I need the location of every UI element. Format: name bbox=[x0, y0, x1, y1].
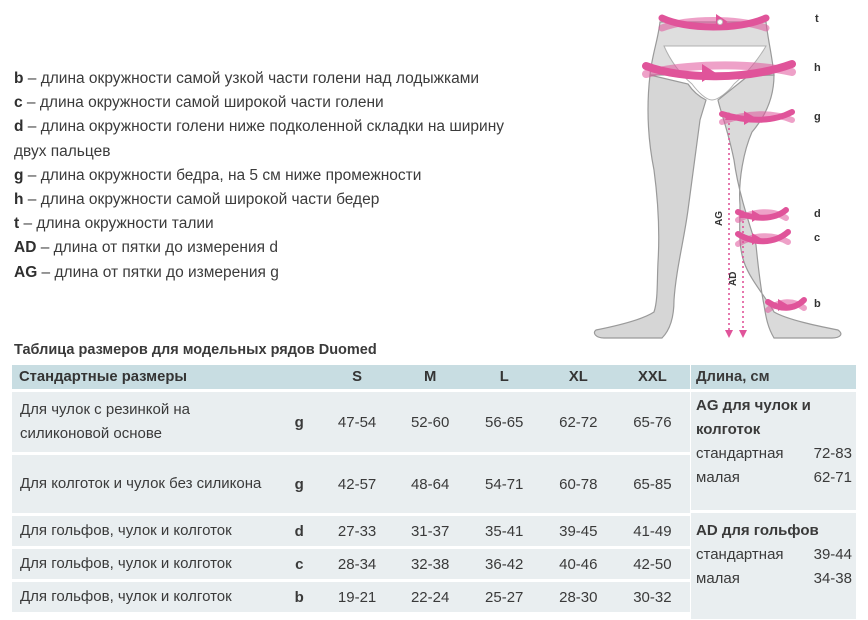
cell-value: 47-54 bbox=[321, 392, 394, 452]
cell-value: 60-78 bbox=[542, 455, 615, 513]
table-header-row bbox=[12, 365, 690, 389]
legend-line-ag bbox=[14, 261, 594, 285]
label-ag: AG bbox=[714, 211, 725, 226]
legend-text: двух пальцев bbox=[14, 142, 111, 160]
cell-value: 62-72 bbox=[542, 392, 615, 452]
legend-key: b bbox=[14, 70, 24, 87]
ad-row-standard bbox=[696, 543, 852, 567]
header-code bbox=[278, 365, 321, 389]
table-row bbox=[12, 582, 690, 612]
legend-text: – длина от пятки до измерения g bbox=[37, 263, 279, 281]
cell-value: 27-33 bbox=[321, 516, 394, 546]
table-title: Таблица размеров для модельных рядов Duomed bbox=[14, 342, 377, 358]
length-label: стандартная bbox=[696, 546, 784, 563]
table-row bbox=[12, 516, 690, 546]
ag-length-block bbox=[691, 392, 856, 510]
navel-mark bbox=[718, 20, 723, 25]
length-header: Длина, см bbox=[691, 365, 856, 389]
cell-value: 31-37 bbox=[394, 516, 467, 546]
header-standard-sizes: Стандартные размеры bbox=[12, 365, 278, 389]
cell-value: 28-30 bbox=[542, 582, 615, 612]
legend-line-d bbox=[14, 115, 594, 139]
row-measure-code: c bbox=[278, 549, 321, 579]
length-value: 62-71 bbox=[813, 469, 852, 486]
legend-key: AD bbox=[14, 239, 37, 257]
row-product-name: Для чулок с резинкой на силиконовой основе bbox=[12, 392, 278, 452]
ag-row-small bbox=[696, 466, 852, 490]
cell-value: 52-60 bbox=[394, 392, 467, 452]
length-value: 34-38 bbox=[813, 570, 852, 587]
ag-row-standard bbox=[696, 442, 852, 466]
size-table bbox=[12, 362, 690, 615]
row-product-name: Для гольфов, чулок и колготок bbox=[12, 549, 278, 579]
length-value: 39-44 bbox=[813, 546, 852, 563]
row-measure-code: d bbox=[278, 516, 321, 546]
leg-measurement-illustration bbox=[588, 0, 868, 345]
row-measure-code: g bbox=[278, 455, 321, 513]
row-product-name: Для гольфов, чулок и колготок bbox=[12, 516, 278, 546]
legend-key: g bbox=[14, 166, 24, 184]
legend-text: – длина окружности бедра, на 5 см ниже промежности bbox=[23, 166, 422, 184]
cell-value: 19-21 bbox=[321, 582, 394, 612]
length-panel bbox=[691, 365, 856, 619]
cell-value: 56-65 bbox=[467, 392, 542, 452]
legend-line-ad bbox=[14, 236, 594, 260]
ag-arrow-bottom-icon bbox=[725, 330, 733, 338]
legend-key: d bbox=[14, 118, 24, 136]
measurement-legend bbox=[14, 67, 594, 285]
length-label: малая bbox=[696, 570, 740, 587]
legend-text: – длина окружности самой широкой части бедер bbox=[23, 191, 380, 209]
label-h: h bbox=[814, 62, 821, 74]
row-measure-code: g bbox=[278, 392, 321, 452]
ag-length-title: AG для чулок и колготок bbox=[696, 397, 811, 438]
label-c: c bbox=[814, 232, 821, 244]
cell-value: 39-45 bbox=[542, 516, 615, 546]
cell-value: 65-85 bbox=[615, 455, 690, 513]
ad-length-title: AD для гольфов bbox=[696, 522, 819, 539]
legend-text: – длина от пятки до измерения d bbox=[36, 239, 278, 257]
cell-value: 42-57 bbox=[321, 455, 394, 513]
table-row bbox=[12, 455, 690, 513]
cell-value: 40-46 bbox=[542, 549, 615, 579]
length-value: 72-83 bbox=[813, 445, 852, 462]
cell-value: 35-41 bbox=[467, 516, 542, 546]
header-size-xl: XL bbox=[542, 365, 615, 389]
cell-value: 42-50 bbox=[615, 549, 690, 579]
cell-value: 41-49 bbox=[615, 516, 690, 546]
legend-text: – длина окружности самой широкой части голени bbox=[22, 94, 384, 112]
ad-arrow-bottom-icon bbox=[739, 330, 747, 338]
cell-value: 48-64 bbox=[394, 455, 467, 513]
length-label: малая bbox=[696, 469, 740, 486]
cell-value: 28-34 bbox=[321, 549, 394, 579]
table-row bbox=[12, 392, 690, 452]
legend-line-c bbox=[14, 91, 594, 115]
ad-length-block bbox=[691, 513, 856, 619]
legend-key: AG bbox=[14, 263, 38, 281]
label-t: t bbox=[815, 13, 819, 25]
legend-key: h bbox=[14, 191, 24, 209]
t-measure-band bbox=[662, 18, 766, 28]
row-product-name: Для гольфов, чулок и колготок bbox=[12, 582, 278, 612]
length-label: стандартная bbox=[696, 445, 784, 462]
legend-text: – длина окружности голени ниже подколенной складки на ширину bbox=[23, 118, 505, 136]
header-size-xxl: XXL bbox=[615, 365, 690, 389]
table-row bbox=[12, 549, 690, 579]
header-size-l: L bbox=[467, 365, 542, 389]
label-b: b bbox=[814, 298, 821, 310]
legend-key: t bbox=[14, 215, 20, 233]
cell-value: 32-38 bbox=[394, 549, 467, 579]
legend-text: – длина окружности талии bbox=[19, 215, 214, 233]
legend-line-t bbox=[14, 212, 594, 236]
cell-value: 65-76 bbox=[615, 392, 690, 452]
row-measure-code: b bbox=[278, 582, 321, 612]
row-product-name: Для колготок и чулок без силикона bbox=[12, 455, 278, 513]
legend-line-g bbox=[14, 164, 594, 188]
cell-value: 36-42 bbox=[467, 549, 542, 579]
cell-value: 30-32 bbox=[615, 582, 690, 612]
left-leg bbox=[594, 75, 706, 338]
label-ad: AD bbox=[728, 271, 739, 286]
legs-diagram bbox=[588, 0, 868, 345]
ad-row-small bbox=[696, 567, 852, 591]
legend-line-b bbox=[14, 67, 594, 91]
legend-text: – длина окружности самой узкой части голени над лодыжками bbox=[23, 70, 480, 87]
cell-value: 54-71 bbox=[467, 455, 542, 513]
header-size-m: M bbox=[394, 365, 467, 389]
cell-value: 22-24 bbox=[394, 582, 467, 612]
legend-line-h bbox=[14, 188, 594, 212]
label-d: d bbox=[814, 208, 821, 220]
label-g: g bbox=[814, 111, 821, 123]
legend-key: c bbox=[14, 94, 23, 112]
header-size-s: S bbox=[321, 365, 394, 389]
cell-value: 25-27 bbox=[467, 582, 542, 612]
legend-line-d-cont bbox=[14, 140, 594, 164]
